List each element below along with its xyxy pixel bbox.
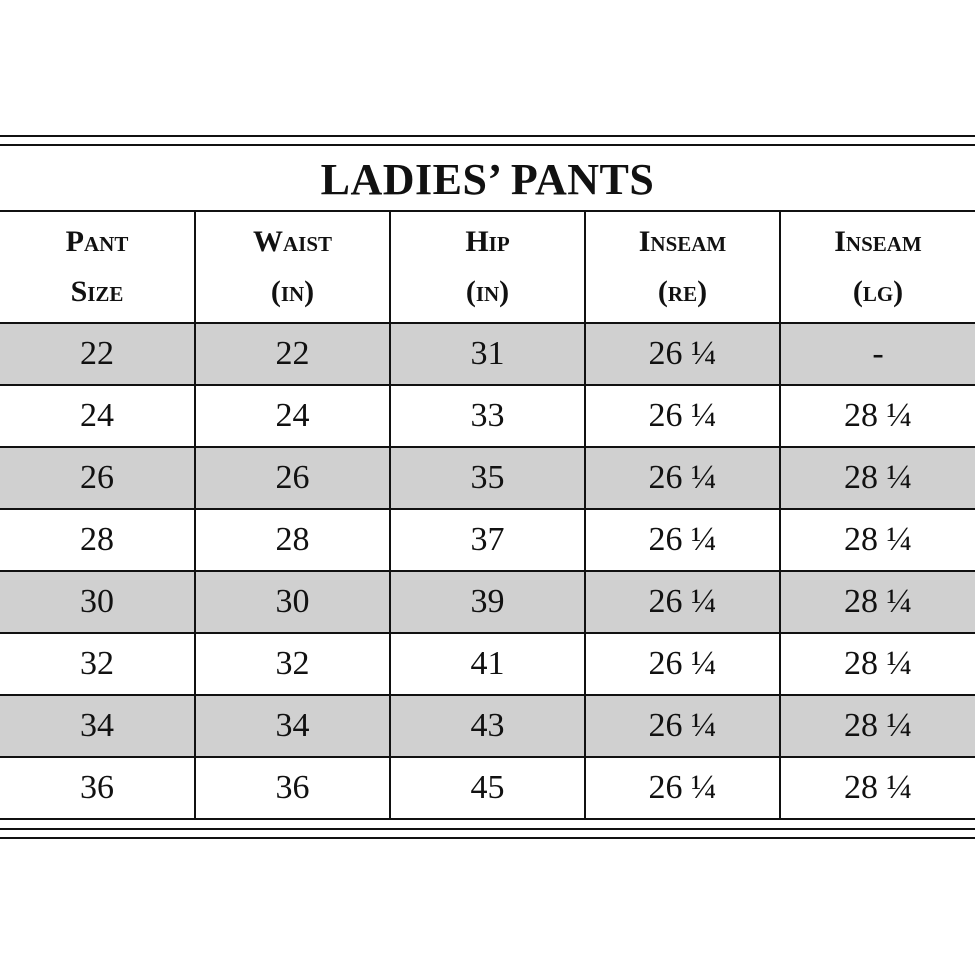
cell-inseam-re: 26 ¼ (585, 633, 780, 695)
header-hip: Hip (in) (390, 211, 585, 323)
cell-waist: 34 (195, 695, 390, 757)
cell-inseam-lg: 28 ¼ (780, 385, 975, 447)
header-inseam-re: Inseam (re) (585, 211, 780, 323)
cell-inseam-re: 26 ¼ (585, 447, 780, 509)
cell-inseam-re: 26 ¼ (585, 757, 780, 819)
cell-inseam-re: 26 ¼ (585, 509, 780, 571)
header-inseam-lg: Inseam (lg) (780, 211, 975, 323)
header-row (0, 211, 975, 323)
top-rule-inner (0, 144, 975, 146)
header-waist: Waist (in) (195, 211, 390, 323)
table-title: LADIES’ PANTS (320, 155, 655, 204)
cell-pant-size: 36 (0, 757, 195, 819)
cell-waist: 24 (195, 385, 390, 447)
table-row (0, 509, 975, 571)
cell-inseam-re: 26 ¼ (585, 323, 780, 385)
cell-pant-size: 28 (0, 509, 195, 571)
cell-waist: 36 (195, 757, 390, 819)
cell-inseam-lg: 28 ¼ (780, 447, 975, 509)
cell-waist: 22 (195, 323, 390, 385)
cell-inseam-lg: 28 ¼ (780, 633, 975, 695)
cell-pant-size: 24 (0, 385, 195, 447)
cell-waist: 32 (195, 633, 390, 695)
header-pant-size: Pant Size (0, 211, 195, 323)
size-chart-table (0, 210, 975, 820)
cell-waist: 28 (195, 509, 390, 571)
bottom-rule-inner (0, 828, 975, 830)
bottom-rule-outer (0, 837, 975, 839)
cell-inseam-re: 26 ¼ (585, 695, 780, 757)
table-row (0, 323, 975, 385)
cell-inseam-lg: 28 ¼ (780, 757, 975, 819)
top-rule-outer (0, 135, 975, 137)
cell-pant-size: 22 (0, 323, 195, 385)
cell-inseam-re: 26 ¼ (585, 385, 780, 447)
cell-pant-size: 34 (0, 695, 195, 757)
cell-pant-size: 32 (0, 633, 195, 695)
cell-hip: 41 (390, 633, 585, 695)
cell-hip: 31 (390, 323, 585, 385)
cell-hip: 33 (390, 385, 585, 447)
table-row (0, 757, 975, 819)
cell-waist: 30 (195, 571, 390, 633)
cell-inseam-lg: 28 ¼ (780, 695, 975, 757)
table-row (0, 385, 975, 447)
cell-hip: 39 (390, 571, 585, 633)
table-row (0, 571, 975, 633)
table-row (0, 447, 975, 509)
cell-pant-size: 30 (0, 571, 195, 633)
cell-hip: 37 (390, 509, 585, 571)
cell-inseam-re: 26 ¼ (585, 571, 780, 633)
cell-hip: 45 (390, 757, 585, 819)
cell-waist: 26 (195, 447, 390, 509)
cell-hip: 35 (390, 447, 585, 509)
cell-inseam-lg: 28 ¼ (780, 571, 975, 633)
table-row (0, 695, 975, 757)
cell-inseam-lg: - (780, 323, 975, 385)
cell-hip: 43 (390, 695, 585, 757)
cell-inseam-lg: 28 ¼ (780, 509, 975, 571)
table-row (0, 633, 975, 695)
cell-pant-size: 26 (0, 447, 195, 509)
